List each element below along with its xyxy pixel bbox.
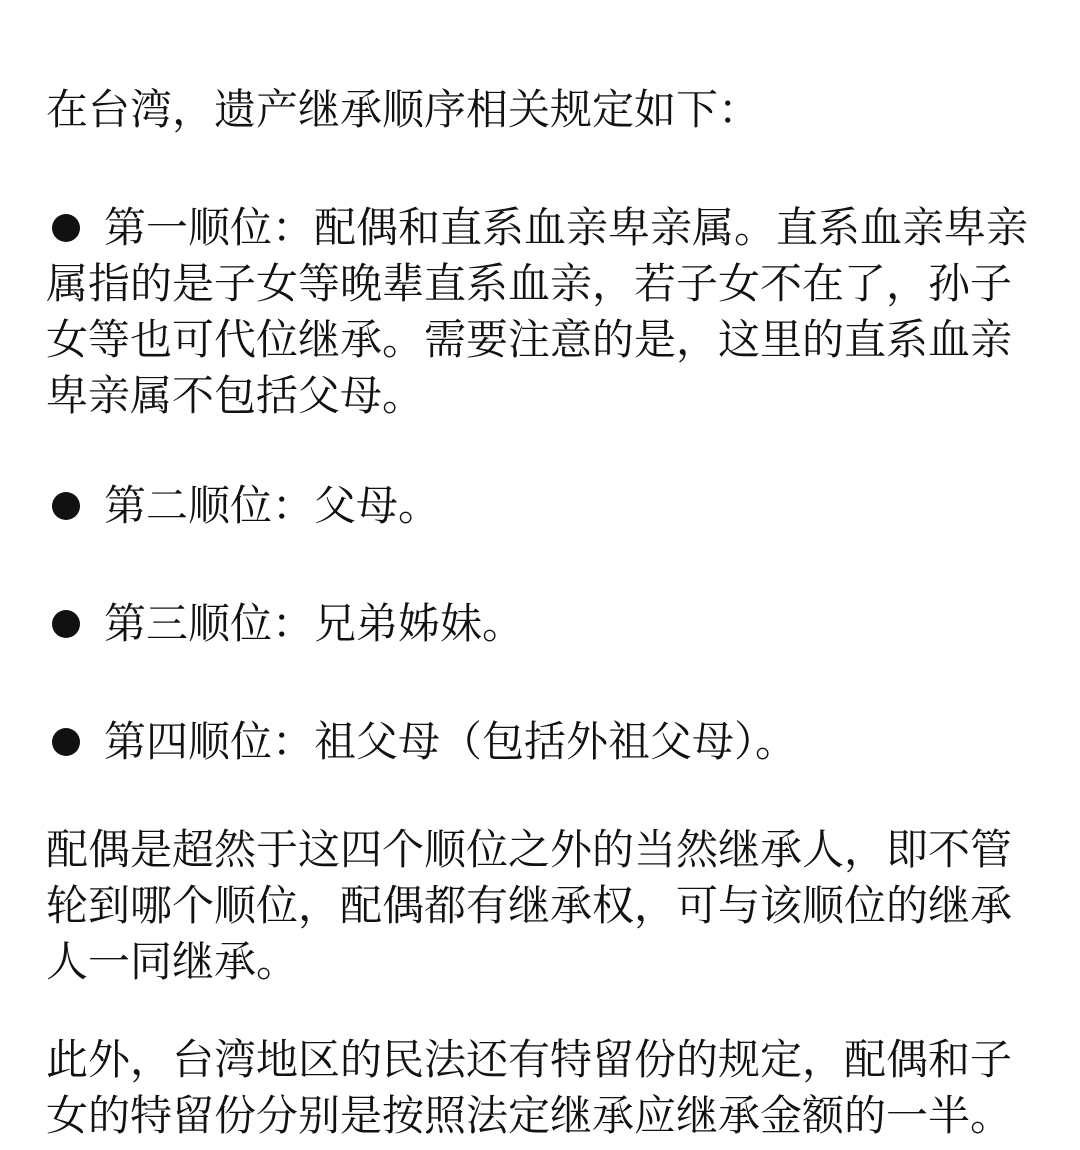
bullet-dot-icon xyxy=(52,610,80,638)
bullet-item-1 xyxy=(46,200,1036,424)
reserved-share-paragraph: 此外，台湾地区的民法还有特留份的规定，配偶和子女的特留份分别是按照法定继承应继承金额的一半。 xyxy=(46,1035,1013,1140)
bullet-item-2 xyxy=(46,478,1036,534)
bullet-item-4 xyxy=(46,714,1036,770)
bullet-dot-icon xyxy=(52,728,80,756)
bullet-dot-icon xyxy=(52,492,80,520)
bullet-text-2: 第二顺位：父母。 xyxy=(104,481,441,530)
intro-paragraph: 在台湾，遗产继承顺序相关规定如下： xyxy=(46,85,761,134)
bullet-item-3 xyxy=(46,596,1036,652)
bullet-text-3: 第三顺位：兄弟姊妹。 xyxy=(104,599,525,648)
spouse-paragraph: 配偶是超然于这四个顺位之外的当然继承人，即不管轮到哪个顺位，配偶都有继承权，可与该顺位的继承人一同继承。 xyxy=(46,825,1013,986)
bullet-text-4: 第四顺位：祖父母（包括外祖父母）。 xyxy=(104,717,798,766)
bullet-dot-icon xyxy=(52,214,80,242)
bullet-text-1: 第一顺位：配偶和直系血亲卑亲属。直系血亲卑亲属指的是子女等晚辈直系血亲，若子女不在了，孙子女等也可代位继承。需要注意的是，这里的直系血亲卑亲属不包括父母。 xyxy=(46,203,1029,420)
